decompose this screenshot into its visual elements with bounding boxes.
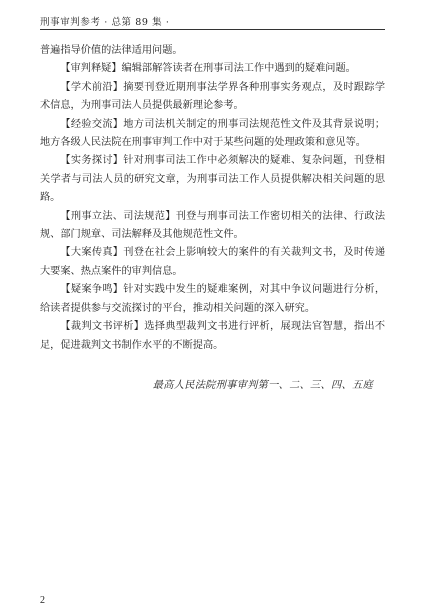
- section-major-cases: [40, 244, 385, 281]
- section-review: [40, 60, 385, 78]
- running-header: [40, 12, 385, 28]
- section-tag: 【大案传真】: [60, 247, 124, 259]
- section-text: 针对刑事司法工作中必须解决的疑难、复杂问题，刊登相关学者与司法人员的研究文章，为刑事司法工作人员提供解决相关问题的思路。: [40, 155, 386, 204]
- section-tag: 【经验交流】: [60, 118, 124, 130]
- section-text: 选择典型裁判文书进行评析，展现法官智慧，指出不足，促进裁判文书制作水平的不断提高。: [40, 321, 386, 351]
- section-debate: [40, 281, 385, 318]
- section-text: 编辑部解答读者在刑事司法工作中遇到的疑难问题。: [121, 63, 356, 75]
- section-practice: [40, 152, 385, 207]
- section-text: 摘要刊登近期刑事法学界各种刑事实务观点，及时跟踪学术信息，为刑事司法人员提供最新理论参考。: [40, 81, 386, 112]
- section-tag: 【审判释疑】: [60, 63, 122, 75]
- section-legislation: [40, 208, 385, 245]
- header-rule: [40, 29, 385, 30]
- section-text: 针对实践中发生的疑难案例，对其中争议问题进行分析，给读者提供参与交流探讨的平台，推动相关问题的深入研究。: [40, 284, 386, 314]
- section-tag: 【学术前沿】: [60, 81, 124, 93]
- section-tag: 【实务探讨】: [60, 155, 124, 167]
- header-title: 刑事审判参考 · 总第 89 集 ·: [40, 17, 170, 28]
- page-number: 2: [40, 595, 45, 606]
- section-experience: [40, 116, 385, 153]
- body-text: [40, 42, 385, 355]
- section-tag: 【刑事立法、司法规范】: [60, 210, 176, 222]
- section-tag: 【疑案争鸣】: [60, 284, 124, 296]
- section-judgment-review: [40, 318, 385, 355]
- section-text: 地方司法机关制定的刑事司法规范性文件及其背景说明；地方各级人民法院在刑事审判工作中对于某些问题的处理政策和意见等。: [40, 118, 386, 149]
- signature: 最高人民法院刑事审判第一、二、三、四、五庭: [152, 380, 373, 391]
- section-text: 刊登在社会上影响较大的案件的有关裁判文书，及时传递大要案、热点案件的审判信息。: [40, 247, 386, 277]
- section-text: 刊登与刑事司法工作密切相关的法律、行政法规、部门规章、司法解释及其他规范性文件。: [40, 210, 386, 241]
- section-tag: 【裁判文书评析】: [60, 321, 145, 333]
- section-academic: [40, 79, 385, 116]
- intro-line: 普遍指导价值的法律适用问题。: [40, 45, 183, 56]
